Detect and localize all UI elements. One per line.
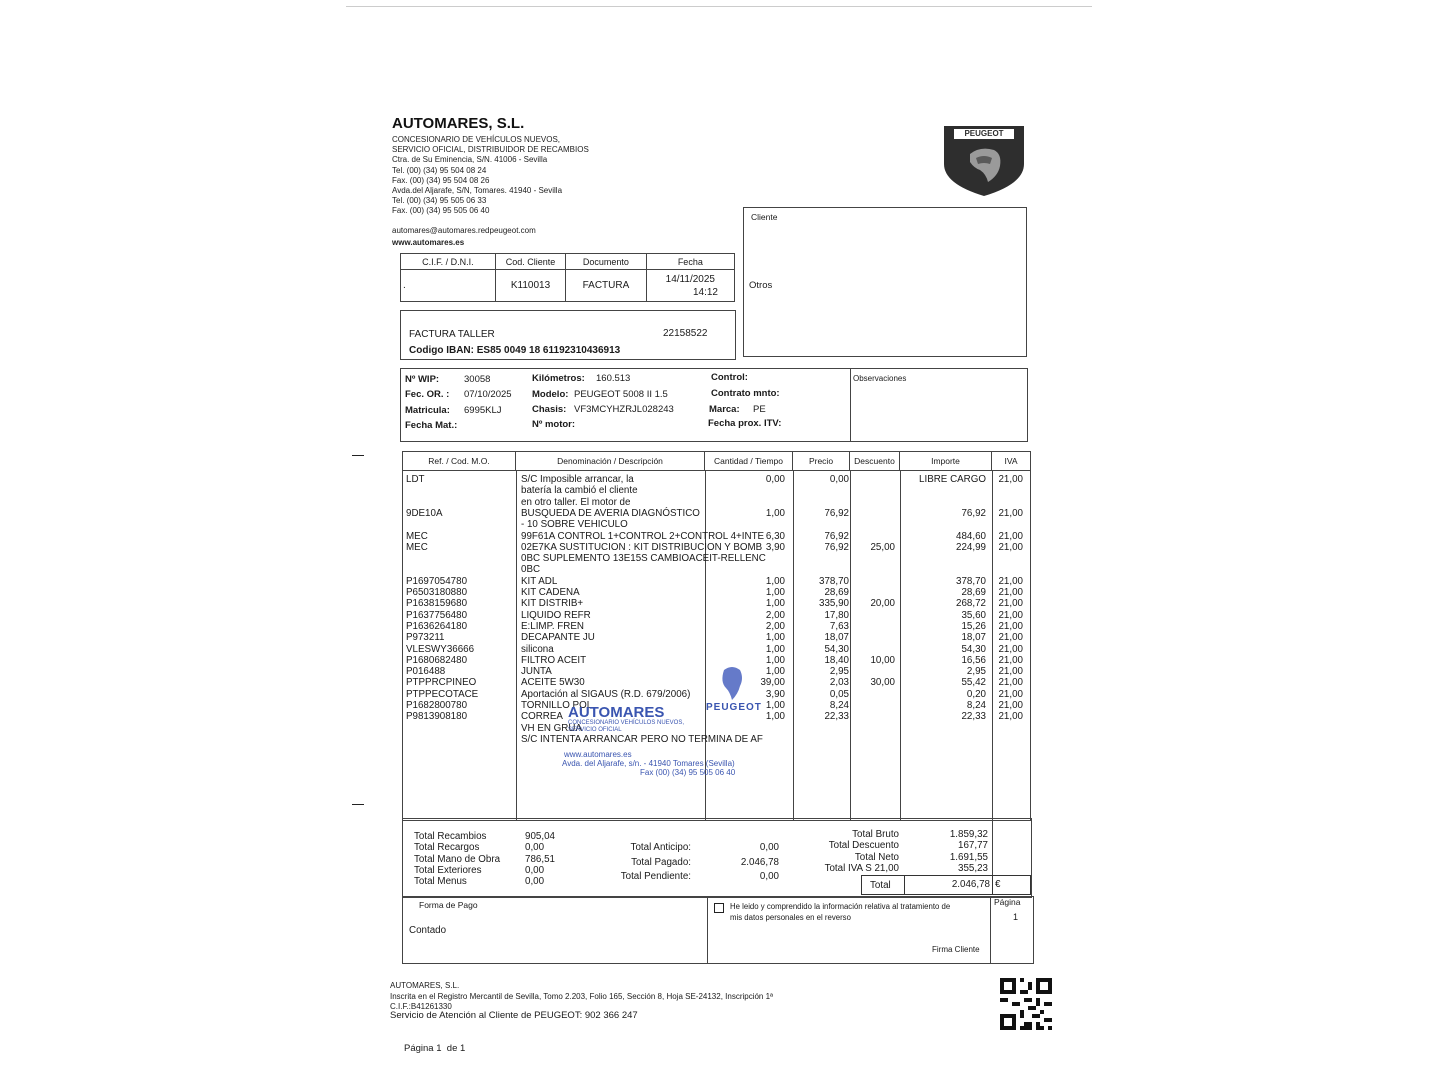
cell-qty: 2,00 — [765, 609, 785, 621]
stamp-brand: PEUGEOT — [706, 702, 762, 713]
cell-desc: KIT CADENA — [521, 587, 580, 598]
cell-desc: S/C INTENTA ARRANCAR PERO NO TERMINA DE AF — [521, 733, 763, 745]
cell-price: 2,95 — [829, 666, 849, 678]
cell-imp: 484,60 — [956, 530, 986, 542]
company-address — [392, 135, 712, 217]
cell-price: 22,33 — [824, 711, 849, 723]
cell-ref: P6503180880 — [406, 587, 468, 598]
total-label: Total Recargos — [414, 842, 480, 854]
payment-method: Contado — [409, 925, 447, 936]
cell-desc: ACEITE 5W30 — [521, 677, 585, 689]
marca-value: PE — [753, 404, 766, 415]
cell-desc: KIT ADL — [521, 575, 558, 587]
cell-imp: 224,99 — [956, 541, 986, 553]
table-row — [403, 576, 1030, 587]
cell-imp: 18,07 — [961, 632, 986, 644]
cell-price: 28,69 — [824, 587, 849, 598]
company-web: www.automares.es — [392, 237, 465, 247]
cell-desc: CORREA — [521, 711, 563, 723]
total-value: 0,00 — [759, 871, 779, 882]
company-name: AUTOMARES, S.L. — [392, 115, 525, 132]
company-line: Tel. (00) (34) 95 505 06 33 — [392, 196, 487, 206]
page-footer: Página 1 de 1 — [404, 1043, 466, 1054]
total-value: 0,00 — [525, 864, 545, 876]
totals-right-values — [903, 829, 988, 874]
company-line: Fax. (00) (34) 95 505 06 40 — [392, 206, 490, 216]
wip-value: 30058 — [464, 374, 491, 385]
client-code: K110013 — [495, 270, 565, 302]
company-stamp — [560, 660, 780, 780]
table-row — [403, 497, 1030, 508]
cell-imp: 28,69 — [961, 587, 986, 598]
table-row — [403, 644, 1030, 655]
cell-qty: 3,90 — [765, 688, 785, 700]
total-label: Total Menus — [414, 876, 467, 888]
cell-desc: LIQUIDO REFR — [521, 609, 591, 621]
total-label: Total Neto — [854, 851, 899, 863]
invoice-number: 22158522 — [663, 328, 708, 339]
cell-desc: 0BC — [521, 564, 541, 576]
cell-imp: 2,95 — [966, 666, 986, 678]
table-row — [403, 519, 1030, 530]
total-label: Total Mano de Obra — [414, 853, 501, 865]
cell-price: 76,92 — [824, 530, 849, 542]
cell-iva: 21,00 — [998, 575, 1023, 587]
totals-mid-labels — [593, 841, 691, 885]
cell-qty: 1,00 — [765, 575, 785, 587]
cell-iva: 21,00 — [998, 507, 1023, 519]
stamp-line2: SERVICIO OFICIAL — [568, 727, 622, 733]
mat-label: Matricula: — [405, 405, 450, 416]
cell-price: 8,24 — [829, 700, 849, 711]
cell-qty: 1,00 — [765, 711, 785, 723]
cell-imp: 54,30 — [961, 643, 986, 655]
cell-ref: MEC — [406, 530, 428, 542]
company-line: Tel. (00) (34) 95 504 08 24 — [392, 165, 487, 175]
chasis-value: VF3MCYHZRJL028243 — [574, 404, 674, 415]
cell-desc: BUSQUEDA DE AVERIA DIAGNÓSTICO — [521, 507, 700, 519]
table-row — [403, 531, 1030, 542]
cell-desc: 02E7KA SUSTITUCION : KIT DISTRIBUCION Y BOMB — [521, 541, 763, 553]
cell-iva: 21,00 — [998, 654, 1023, 666]
payment-divider — [707, 897, 708, 963]
cell-qty: 1,00 — [765, 654, 785, 666]
company-header — [392, 115, 712, 248]
cell-ref: P1680682480 — [406, 654, 468, 666]
table-row — [403, 587, 1030, 598]
total-label: Total IVA S 21,00 — [824, 862, 899, 874]
total-value: 167,77 — [958, 840, 988, 852]
total-label: Total Descuento — [828, 840, 899, 852]
invoice-type: FACTURA TALLER — [409, 329, 495, 340]
service-line: Servicio de Atención al Cliente de PEUGEOT: 902 366 247 — [390, 1010, 638, 1021]
cell-qty: 1,00 — [765, 598, 785, 610]
otros-label: Otros — [749, 280, 773, 291]
cell-iva: 21,00 — [998, 598, 1023, 610]
col-header: Precio — [793, 452, 850, 471]
table-row — [403, 508, 1030, 519]
total-value: 786,51 — [525, 853, 555, 865]
km-label: Kilómetros: — [532, 373, 585, 384]
header-col: Cod. Cliente — [495, 254, 565, 270]
cell-desc: silicona — [521, 643, 554, 655]
total-value: 0,00 — [759, 842, 779, 853]
cell-qty: 1,00 — [765, 666, 785, 678]
cell-ref: PTPPECOTACE — [406, 688, 479, 700]
cell-desc: Aportación al SIGAUS (R.D. 679/2006) — [521, 688, 691, 700]
document-header-table — [400, 253, 735, 302]
cell-iva: 21,00 — [998, 474, 1023, 485]
table-row — [403, 564, 1030, 575]
privacy-text — [730, 902, 950, 923]
total-label: Total Anticipo: — [630, 842, 691, 853]
company-line: SERVICIO OFICIAL, DISTRIBUIDOR DE RECAMBIOS — [392, 145, 589, 155]
total-value: 1.859,32 — [949, 829, 988, 840]
cell-iva: 21,00 — [998, 632, 1023, 644]
cell-ref: P9813908180 — [406, 711, 468, 723]
cell-imp: LIBRE CARGO — [919, 474, 986, 485]
cell-disc: 30,00 — [870, 677, 895, 689]
cell-iva: 21,00 — [998, 677, 1023, 689]
cell-ref: P1638159680 — [406, 598, 468, 610]
stamp-address: Avda. del Aljarafe, s/n. - 41940 Tomares (Sevilla) — [562, 759, 735, 768]
col-header: Ref. / Cod. M.O. — [403, 452, 516, 471]
table-row — [403, 632, 1030, 643]
observaciones-label: Observaciones — [853, 374, 907, 383]
contrato-label: Contrato mnto: — [711, 388, 780, 399]
firma-label: Firma Cliente — [932, 945, 980, 954]
cell-desc: en otro taller. El motor de — [521, 496, 631, 508]
client-label: Cliente — [751, 212, 778, 222]
cell-desc: E:LIMP. FREN — [521, 620, 584, 632]
observaciones-divider — [850, 369, 851, 441]
table-row — [403, 474, 1030, 485]
cell-desc: DECAPANTE JU — [521, 632, 595, 644]
wip-label: Nº WIP: — [405, 374, 440, 385]
company-line: CONCESIONARIO DE VEHÍCULOS NUEVOS, — [392, 135, 561, 144]
table-row — [403, 621, 1030, 632]
company-email: automares@automares.redpeugeot.com — [392, 225, 536, 235]
cell-price: 76,92 — [824, 541, 849, 553]
total-value: 2.046,78 — [740, 856, 779, 868]
cell-price: 0,00 — [829, 474, 849, 485]
privacy-line: mis datos personales en el reverso — [730, 912, 851, 922]
fmat-label: Fecha Mat.: — [405, 420, 458, 431]
cell-ref: MEC — [406, 541, 428, 553]
peugeot-logo — [940, 124, 1028, 198]
total-value: 355,23 — [958, 862, 988, 874]
cell-desc: S/C Imposible arrancar, la — [521, 474, 634, 485]
total-label: Total Bruto — [852, 829, 899, 840]
company-line: Avda.del Aljarafe, S/N, Tomares. 41940 - Sevilla — [392, 186, 563, 196]
cell-qty: 3,90 — [765, 541, 785, 553]
cell-ref: P1682800780 — [406, 700, 468, 711]
privacy-line: He leido y comprendido la información relativa al tratamiento de — [730, 902, 951, 911]
cell-price: 378,70 — [819, 575, 849, 587]
cell-ref: 9DE10A — [406, 507, 443, 519]
fec-value: 07/10/2025 — [464, 389, 512, 400]
cell-imp: 0,20 — [966, 688, 986, 700]
table-row — [403, 598, 1030, 609]
cell-qty: 1,00 — [765, 700, 785, 711]
table-row — [403, 485, 1030, 496]
stamp-line1: CONCESIONARIO VEHÍCULOS NUEVOS, — [568, 720, 685, 726]
cell-imp: 268,72 — [956, 598, 986, 610]
invoice-time: 14:12 — [692, 286, 718, 298]
modelo-label: Modelo: — [532, 389, 569, 400]
cell-qty: 2,00 — [765, 620, 785, 632]
cell-desc: TORNILLO POL — [521, 700, 593, 711]
cell-iva: 21,00 — [998, 643, 1023, 655]
logo-text: PEUGEOT — [964, 129, 1004, 138]
cell-iva: 21,00 — [998, 620, 1023, 632]
cell-qty: 1,00 — [765, 643, 785, 655]
grand-total-divider — [992, 876, 993, 894]
date-cell — [646, 270, 734, 302]
cell-qty: 1,00 — [765, 632, 785, 644]
cell-desc: VH EN GRUA — [521, 722, 582, 734]
stamp-fax: Fax (00) (34) 95 505 06 40 — [640, 768, 736, 777]
totals-box — [402, 818, 1032, 898]
cell-disc: 25,00 — [870, 541, 895, 553]
footer-line: Inscrita en el Registro Mercantil de Sevilla, Tomo 2.203, Folio 165, Sección 8, Hoja SE-24132, Inscripción 1ª — [390, 991, 774, 1001]
cif-value: . — [401, 270, 496, 302]
cell-imp: 35,60 — [961, 609, 986, 621]
cell-iva: 21,00 — [998, 700, 1023, 711]
grand-total-value: 2.046,78 — [951, 879, 990, 890]
col-header: Denominación / Descripción — [516, 452, 705, 471]
pagina-value: 1 — [1013, 912, 1019, 922]
cell-iva: 21,00 — [998, 609, 1023, 621]
cell-desc: KIT DISTRIB+ — [521, 598, 584, 610]
fec-label: Fec. OR. : — [405, 389, 450, 400]
iva-divider — [992, 819, 993, 875]
footer-line: C.I.F.:B41261330 — [390, 1002, 452, 1011]
cell-imp: 15,26 — [961, 620, 986, 632]
cell-ref: P1636264180 — [406, 620, 468, 632]
km-value: 160.513 — [596, 373, 631, 384]
cell-disc: 20,00 — [870, 598, 895, 610]
totals-left-values — [525, 831, 555, 887]
cell-imp: 55,42 — [961, 677, 986, 689]
col-header: IVA — [992, 452, 1030, 471]
totals-left-labels — [414, 831, 519, 887]
cell-price: 17,80 — [824, 609, 849, 621]
cell-imp: 76,92 — [961, 507, 986, 519]
cell-iva: 21,00 — [998, 688, 1023, 700]
pagina-label: Página — [994, 897, 1021, 907]
currency: € — [995, 879, 1001, 890]
total-label: Total Exteriores — [414, 864, 482, 876]
cell-price: 54,30 — [824, 643, 849, 655]
fold-mark — [352, 804, 364, 805]
cell-desc: 99F61A CONTROL 1+CONTROL 2+CONTROL 4+INTE — [521, 530, 765, 542]
mat-value: 6995KLJ — [464, 405, 502, 416]
cell-qty: 6,30 — [765, 530, 785, 542]
cell-price: 0,05 — [829, 688, 849, 700]
company-line: Fax. (00) (34) 95 504 08 26 — [392, 175, 490, 185]
payment-label: Forma de Pago — [419, 900, 478, 910]
stamp-name: AUTOMARES — [568, 704, 665, 721]
client-box — [743, 207, 1027, 357]
cell-iva: 21,00 — [998, 666, 1023, 678]
footer-line: AUTOMARES, S.L. — [390, 981, 460, 990]
stamp-web: www.automares.es — [564, 750, 632, 759]
cell-qty: 39,00 — [760, 677, 785, 689]
chasis-label: Chasis: — [532, 404, 567, 415]
cell-ref: PTPPRCPINEO — [406, 677, 477, 689]
totals-right-labels — [783, 829, 899, 874]
cell-qty: 1,00 — [765, 507, 785, 519]
col-header: Cantidad / Tiempo — [705, 452, 793, 471]
cell-price: 18,40 — [824, 654, 849, 666]
marca-label: Marca: — [709, 404, 740, 415]
cell-ref: P1637756480 — [406, 609, 468, 621]
header-col: Documento — [566, 254, 646, 270]
total-value: 905,04 — [525, 831, 555, 842]
cell-iva: 21,00 — [998, 530, 1023, 542]
fold-mark — [352, 455, 364, 456]
legal-footer — [390, 981, 773, 1013]
document-type: FACTURA — [566, 270, 646, 302]
header-col: Fecha — [646, 254, 734, 270]
vehicle-box — [400, 368, 1028, 442]
table-row — [403, 553, 1030, 564]
cell-desc: - 10 SOBRE VEHICULO — [521, 519, 628, 531]
cell-iva: 21,00 — [998, 541, 1023, 553]
total-value: 0,00 — [525, 842, 545, 854]
invoice-box — [400, 310, 736, 360]
cell-price: 7,63 — [829, 620, 849, 632]
payment-box — [402, 896, 1034, 964]
cell-imp: 8,24 — [966, 700, 986, 711]
control-label: Control: — [711, 372, 748, 383]
cell-price: 76,92 — [824, 507, 849, 519]
total-label: Total Pagado: — [631, 856, 691, 868]
company-line: Ctra. de Su Eminencia, S/N. 41006 - Sevilla — [392, 155, 548, 165]
motor-label: Nº motor: — [532, 419, 576, 430]
table-row — [403, 542, 1030, 553]
stamp-lion-icon — [718, 664, 746, 702]
grand-total-label: Total — [870, 880, 891, 891]
itv-label: Fecha prox. ITV: — [708, 418, 782, 429]
cell-ref: LDT — [406, 474, 425, 485]
cell-desc: batería la cambió el cliente — [521, 485, 638, 497]
page-divider — [990, 897, 991, 963]
total-value: 1.691,55 — [949, 851, 988, 863]
cell-ref: P973211 — [406, 632, 445, 644]
cell-imp: 22,33 — [961, 711, 986, 723]
cell-ref: P1697054780 — [406, 575, 468, 587]
cell-desc: FILTRO ACEIT — [521, 654, 587, 666]
modelo-value: PEUGEOT 5008 II 1.5 — [574, 389, 668, 400]
cell-disc: 10,00 — [870, 654, 895, 666]
cell-desc: JUNTA — [521, 666, 552, 678]
invoice-date: 14/11/2025 — [665, 273, 715, 285]
cell-desc: 0BC SUPLEMENTO 13E15S CAMBIOACEIT-RELLENC — [521, 553, 766, 565]
cell-qty: 1,00 — [765, 587, 785, 598]
totals-mid-values — [703, 841, 779, 885]
cell-price: 335,90 — [819, 598, 849, 610]
grand-total-box — [861, 875, 1031, 895]
cell-price: 18,07 — [824, 632, 849, 644]
cell-qty: 0,00 — [765, 474, 785, 485]
grand-total-divider — [904, 876, 905, 894]
total-label: Total Pendiente: — [620, 871, 691, 882]
privacy-checkbox[interactable] — [714, 903, 724, 913]
cell-price: 2,03 — [829, 677, 849, 689]
qr-code-icon — [1000, 978, 1052, 1030]
cell-iva: 21,00 — [998, 711, 1023, 723]
iban: Codigo IBAN: ES85 0049 18 61192310436913 — [409, 345, 621, 356]
col-header: Descuento — [850, 452, 900, 471]
cell-ref: P016488 — [406, 666, 446, 678]
header-col: C.I.F. / D.N.I. — [401, 254, 496, 270]
page-top-edge — [346, 6, 1092, 7]
table-row — [403, 610, 1030, 621]
cell-imp: 378,70 — [956, 575, 986, 587]
col-header: Importe — [900, 452, 992, 471]
cell-iva: 21,00 — [998, 587, 1023, 598]
cell-ref: VLESWY36666 — [406, 643, 475, 655]
cell-imp: 16,56 — [961, 654, 986, 666]
total-label: Total Recambios — [414, 831, 487, 842]
total-value: 0,00 — [525, 876, 545, 888]
